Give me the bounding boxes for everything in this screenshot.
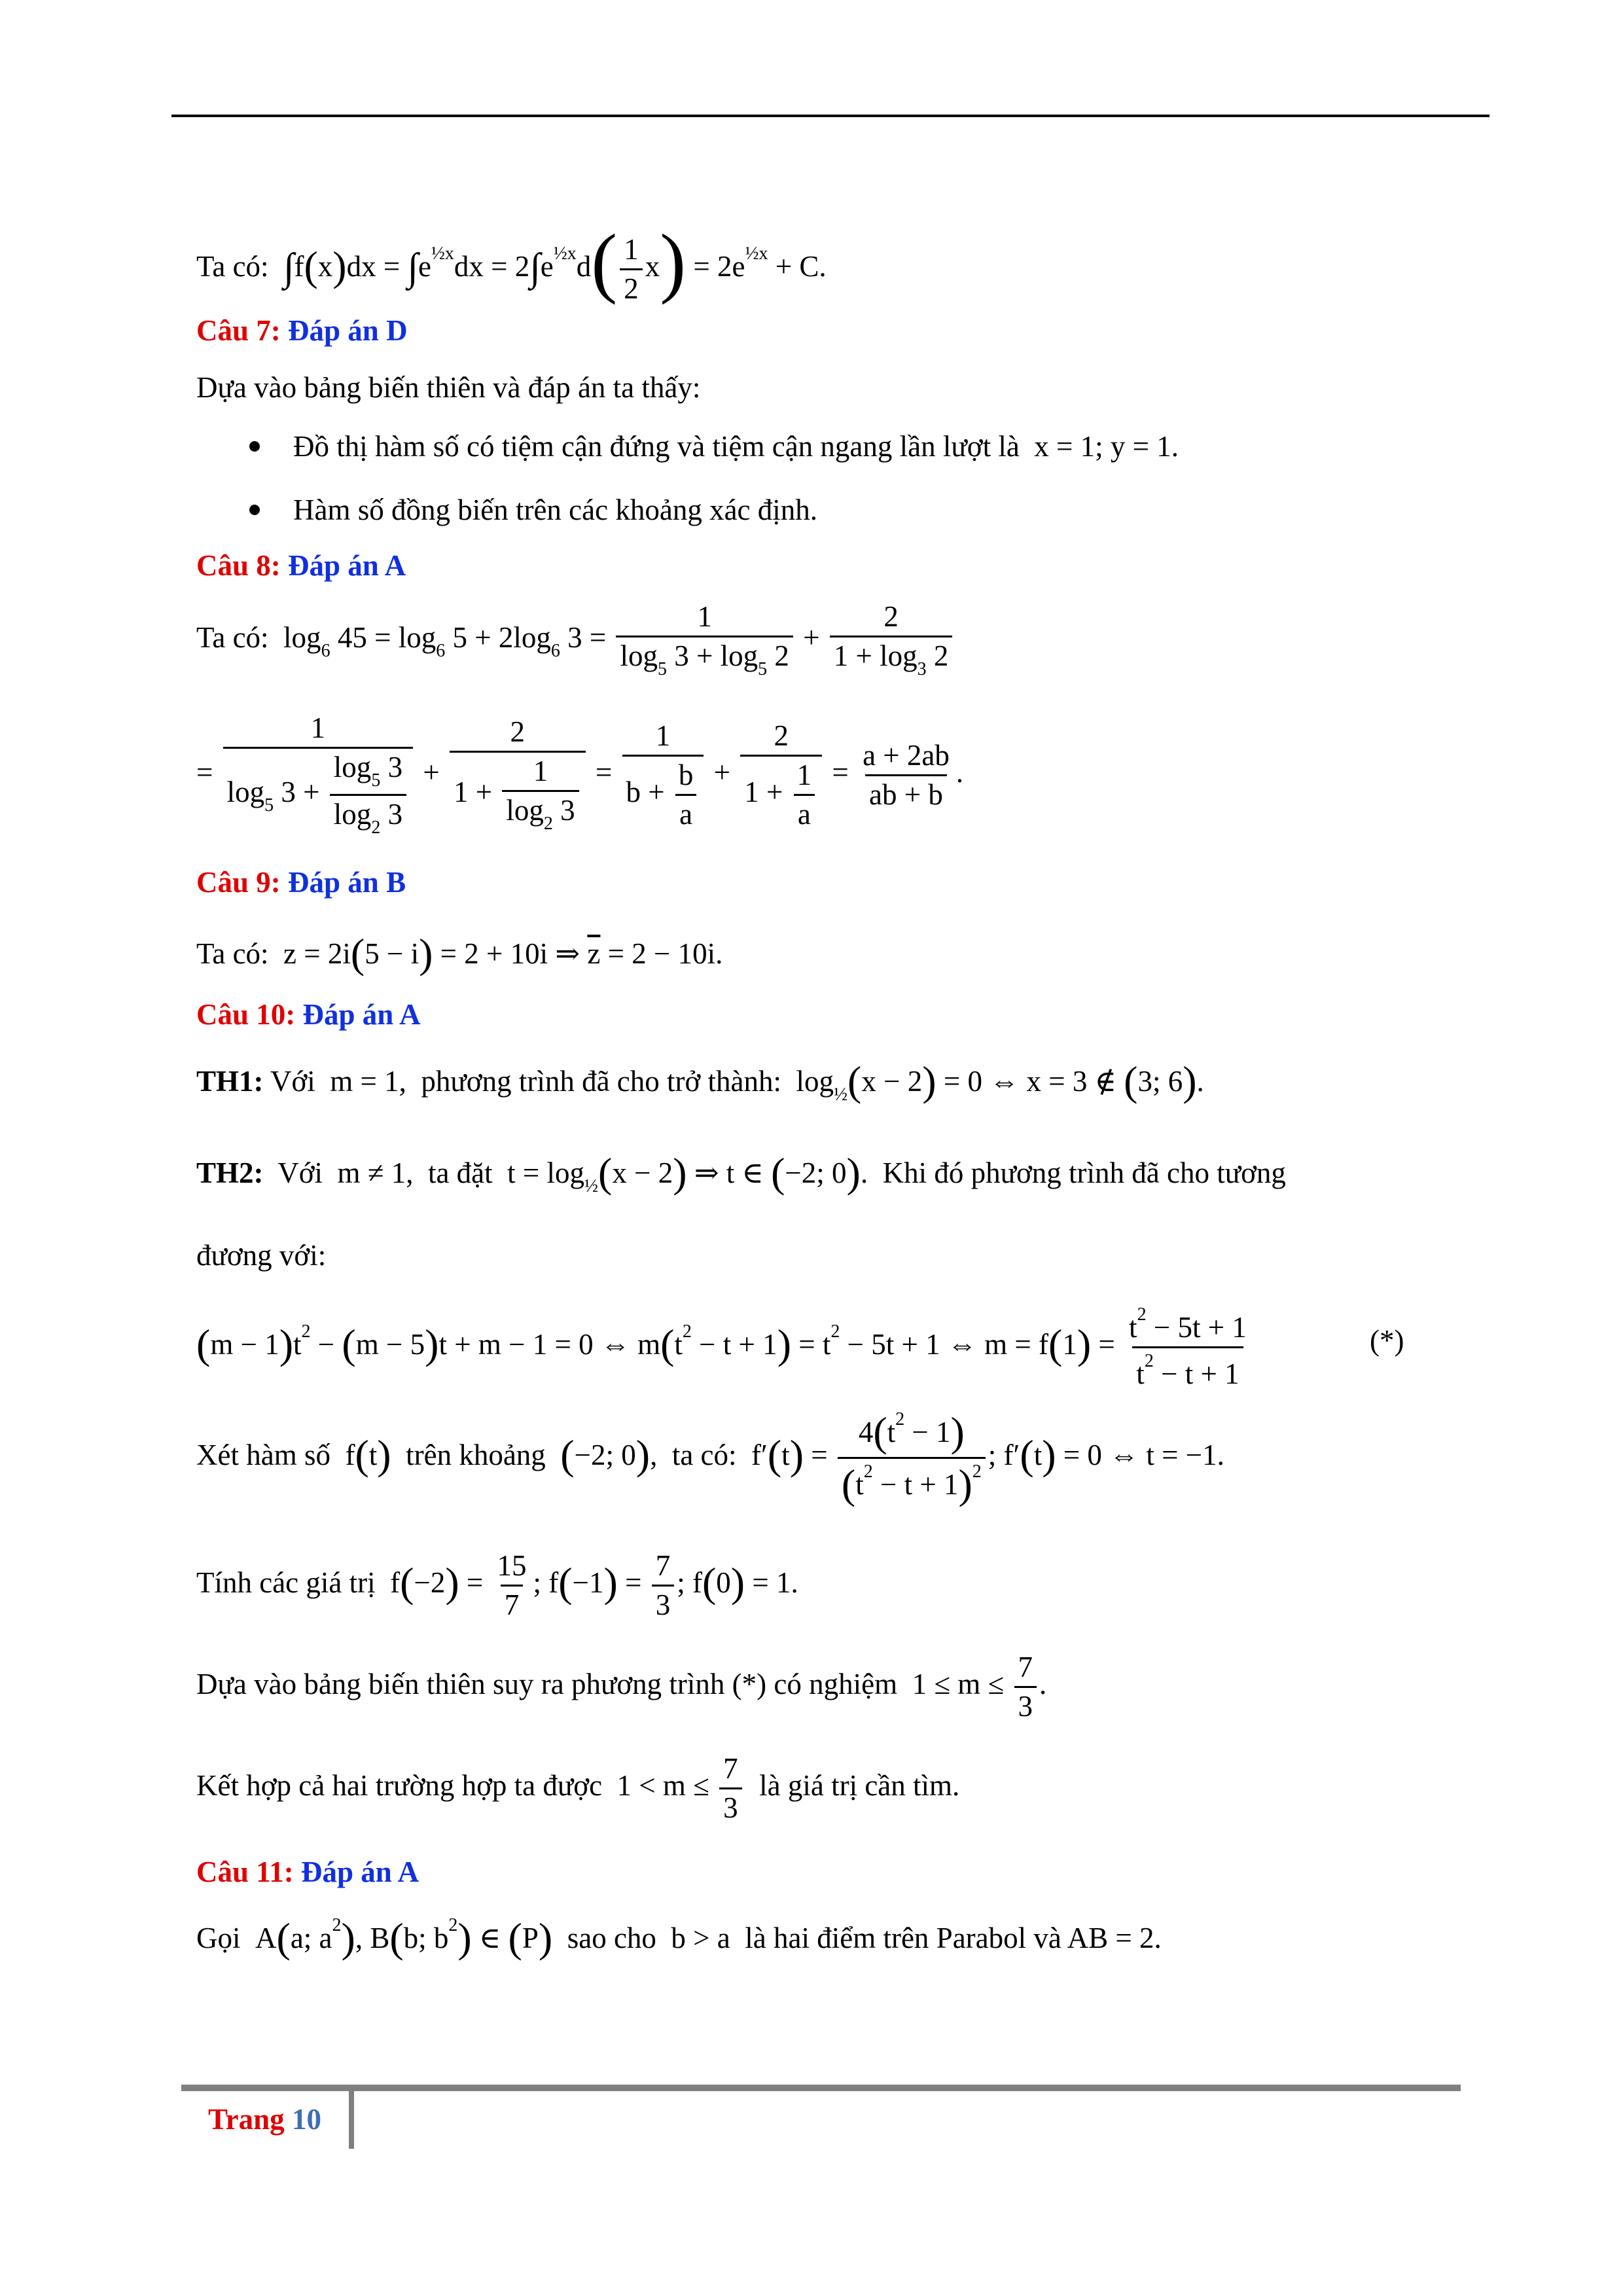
q10-heading: [196, 1000, 421, 1030]
q11-heading: [196, 1857, 419, 1887]
header-rule: [171, 115, 1489, 117]
q8-line-2: = 1 $\log_5 3$ + $\frac{\log_5 3}{\log_2 3}$ + 2 1 + $\frac{1}{\log_2 3}$ = 1 b + $\frac{b}{a}$ + 2 1 + $\frac{1}{a}$ = $\frac{a + 2ab}{ab + b}$ .: [196, 711, 964, 838]
q11-line: Gọi A(a; $a^2$), B(b; $b^2$) ∈ (P) sao cho b > a là hai điểm trên Parabol và AB = 2.: [196, 1914, 1162, 1961]
q7-intro: Dựa vào bảng biến thiên và đáp án ta thấy:: [196, 371, 701, 404]
q7-asymptotes: x = 1; y = 1.: [1034, 430, 1179, 463]
q11-answer: Đáp án A: [301, 1856, 419, 1888]
q10-values: Tính các giá trị f(−2) = $\frac{15}{7}$ ; f(−1) = $\frac{7}{3}$ ; f(0) = 1.: [196, 1549, 798, 1621]
bullet-dot: [249, 505, 260, 515]
q7-bullet-2: Hàm số đồng biến trên các khoảng xác định.: [293, 493, 818, 526]
q8-answer: Đáp án A: [288, 549, 406, 582]
q9-answer: Đáp án B: [288, 866, 406, 899]
page-number: [208, 2102, 321, 2136]
q6-integral: Ta có: $\int f(x)dx = \int e^{\frac{1}{2}x}dx = 2\int e^{\frac{1}{2}x}d$( $\frac{1}{2}$ $x) = 2e^{\frac{1}{2}x} + C$.: [196, 218, 827, 306]
q10-star: (*): [1370, 1324, 1404, 1357]
q7-bullet-1: Đồ thị hàm số có tiệm cận đứng và tiệm cận ngang lần lượt là x = 1; y = 1.: [293, 430, 1179, 463]
q8-heading: [196, 551, 406, 581]
q10-th1: TH1: Với m = 1, phương trình đã cho trở thành: $\log_{\frac{1}{2}}(x - 2) = 0$ ⇔ x = 3 ∉ (3; 6).: [196, 1058, 1204, 1105]
q10-combine: Kết hợp cả hai trường hợp ta được 1 < m ≤ $\frac{7}{3}$ là giá trị cần tìm.: [196, 1752, 960, 1824]
q10-label: Câu 10:: [196, 998, 296, 1031]
q7-heading: [196, 316, 408, 346]
footer-rule: [181, 2085, 1461, 2091]
q7-answer: Đáp án D: [288, 314, 408, 347]
q10-th2-cont: đương với:: [196, 1239, 327, 1272]
footer-page-number: 10: [291, 2103, 321, 2136]
q11-label: Câu 11:: [196, 1856, 294, 1888]
footer-label: Trang: [208, 2103, 285, 2136]
q10-th2: TH2: Với m ≠ 1, ta đặt $t = \log_{\frac{1}{2}}(x - 2)$ ⇒ t ∈ (−2; 0). Khi đó phương trình đã cho tương: [196, 1149, 1286, 1196]
q9-label: Câu 9:: [196, 866, 281, 899]
q9-line: Ta có: z = 2i(5 − i) = 2 + 10i ⇒ $\overline{z} = 2 - 10i$.: [196, 930, 723, 977]
q10-answer: Đáp án A: [302, 998, 421, 1031]
q8-line-1: Ta có: $\log_6 45 = \log_6 5 + 2\log_6$ 3 = $\frac{1}{\log_5 3 + \log_5 2}$ + $\frac{2}{1 + \log_3 2}$: [196, 602, 955, 679]
q10-derivative: Xét hàm số f(t) trên khoảng (−2; 0), ta có: f′(t) = $\frac{4(t^2 - 1)}{(t^2 - t + 1)^2}$ ; f′(t) = 0 ⇔ t = −1.: [196, 1408, 1224, 1507]
q10-conclusion: Dựa vào bảng biến thiên suy ra phương trình (*) có nghiệm 1 ≤ m ≤ $\frac{7}{3}$ .: [196, 1651, 1047, 1723]
q7-label: Câu 7:: [196, 314, 281, 347]
bullet-dot: [249, 441, 260, 452]
q8-label: Câu 8:: [196, 549, 281, 582]
footer-divider: [349, 2090, 354, 2149]
q9-heading: [196, 868, 406, 897]
q6-prefix: Ta có:: [196, 250, 269, 283]
q10-equation: $(m - 1)t^2 - (m - 5)t + m - 1 = 0$ ⇔ $m(t^2 - t + 1) = t^2 - 5t + 1$ ⇔ m = f(1) = $\frac{t^2 - 5t + 1}{t^2 - t + 1}$: [196, 1304, 1247, 1390]
